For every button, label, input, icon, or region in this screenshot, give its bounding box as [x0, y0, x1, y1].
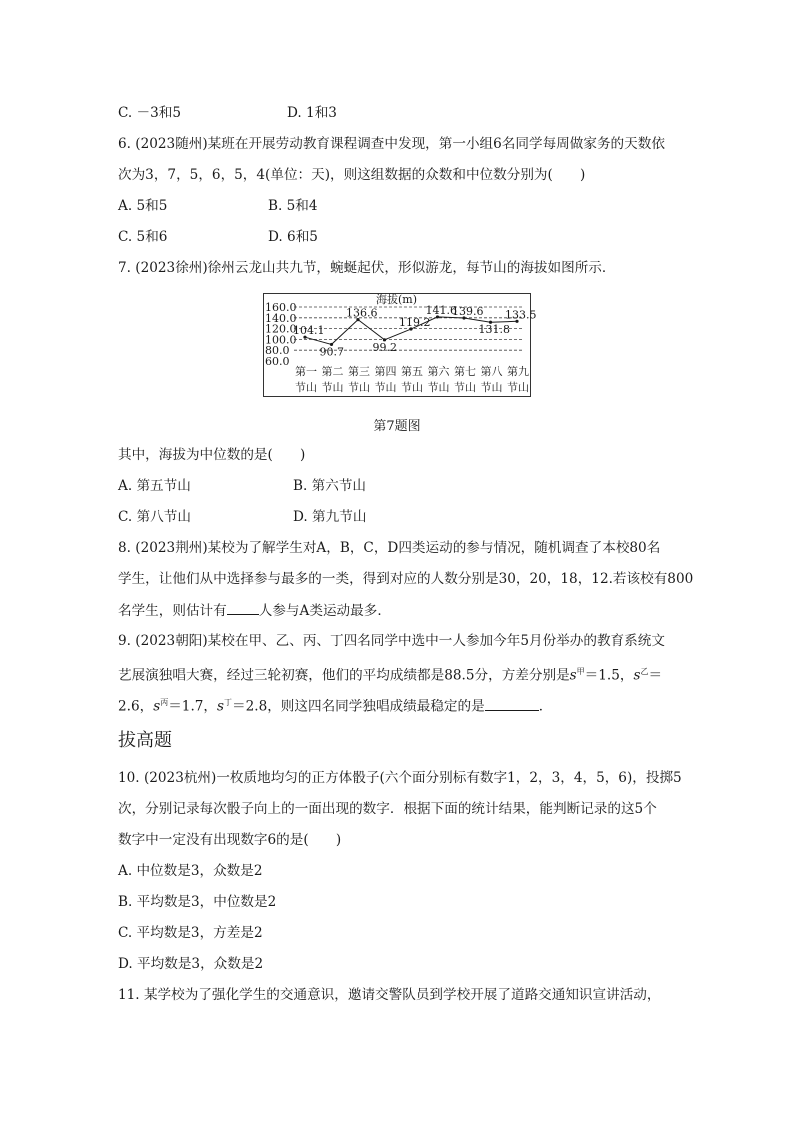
- q10-option-d: D. 平均数是3，众数是2: [118, 956, 264, 972]
- q9-sup-jia: 甲: [576, 667, 585, 676]
- y-tick-label: 140.0: [265, 311, 297, 325]
- q6-option-c: C. 5和6: [118, 229, 168, 245]
- q9-text-3b: ＝1.7，: [168, 698, 218, 715]
- q7-option-b: B. 第六节山: [293, 478, 367, 494]
- y-tick-label: 120.0: [265, 322, 297, 336]
- x-tick-label: 第五: [401, 365, 423, 378]
- q11-stem-line1: 11. 某学校为了强化学生的交通意识，邀请交警队员到学校开展了道路交通知识宣讲活动，: [118, 987, 661, 1003]
- x-tick-label: 节山: [507, 381, 529, 394]
- q9-s-ding: s: [217, 698, 224, 715]
- y-tick-label: 60.0: [265, 355, 290, 368]
- q8-text-a: 名学生，则估计有: [118, 603, 227, 619]
- x-tick-label: 第九: [507, 365, 529, 378]
- y-tick-label: 100.0: [265, 333, 297, 347]
- q9-answer-blank[interactable]: [485, 697, 539, 711]
- data-label: 104.1: [293, 324, 325, 338]
- data-label: 133.5: [505, 308, 537, 322]
- q9-text-3c: ＝2.8，则这四名同学独唱成绩最稳定的是: [232, 698, 485, 715]
- x-tick-label: 节山: [401, 381, 423, 394]
- q9-stem-line2: [118, 663, 662, 685]
- q6-stem-line1: 6. (2023随州)某班在开展劳动教育课程调查中发现，第一小组6名同学每周做家务的天数依: [118, 136, 665, 152]
- x-tick-label: 第六: [427, 365, 450, 378]
- data-label: 131.8: [478, 323, 510, 337]
- q9-s-jia: s: [569, 667, 577, 684]
- x-tick-label: 节山: [295, 381, 317, 394]
- q9-s-bing: s: [153, 698, 161, 715]
- q5-option-d: D. 1和3: [287, 105, 337, 121]
- q7-option-c: C. 第八节山: [118, 509, 191, 525]
- x-tick-label: 第三: [348, 365, 370, 378]
- x-tick-label: 节山: [480, 381, 503, 394]
- x-tick-label: 节山: [348, 381, 370, 394]
- q5-option-c: C. －3和5: [118, 105, 182, 121]
- q8-stem-line2: 学生，让他们从中选择参与最多的一类，得到对应的人数分别是30，20，18，12.若该校有800: [118, 571, 694, 587]
- figure-caption: 第7题图: [373, 419, 421, 434]
- q6-option-a: A. 5和5: [118, 198, 168, 214]
- data-label: 141.6: [425, 303, 457, 317]
- q10-stem-line1: 10. (2023杭州)一枚质地均匀的正方体骰子(六个面分别标有数字1，2，3，4，5，6)，投掷5: [118, 770, 682, 786]
- q9-stem-line1: 9. (2023朝阳)某校在甲、乙、丙、丁四名同学中选中一人参加今年5月份举办的教育系统文: [118, 633, 665, 649]
- q7-option-d: D. 第九节山: [293, 509, 367, 525]
- data-label: 90.7: [319, 345, 344, 359]
- data-label: 99.2: [372, 340, 397, 354]
- altitude-line-chart: [263, 293, 537, 397]
- x-tick-label: 节山: [374, 381, 397, 394]
- q9-sup-bing: 丙: [160, 698, 169, 707]
- data-label: 139.6: [452, 305, 484, 319]
- data-label: 136.6: [346, 306, 378, 320]
- q9-s-yi: s: [633, 667, 641, 684]
- q10-stem-line3: 数字中一定没有出现数字6的是( ): [118, 832, 342, 848]
- q10-option-a: A. 中位数是3，众数是2: [118, 863, 263, 879]
- y-tick-label: 160.0: [265, 301, 297, 314]
- y-tick-label: 80.0: [265, 344, 290, 358]
- q8-text-b: 人参与A类运动最多．: [258, 603, 391, 619]
- q6-option-d: D. 6和5: [268, 229, 318, 245]
- x-tick-label: 第二: [321, 365, 344, 378]
- chart-svg: [264, 293, 537, 398]
- data-label: 119.2: [399, 316, 431, 330]
- x-tick-label: 第八: [480, 365, 503, 378]
- x-tick-label: 第四: [374, 365, 397, 378]
- q7-question: 其中，海拔为中位数的是( ): [118, 447, 306, 463]
- q9-text-2a: 艺展演独唱大赛，经过三轮初赛，他们的平均成绩都是88.5分，方差分别是: [118, 667, 570, 684]
- q10-option-b: B. 平均数是3，中位数是2: [118, 894, 277, 910]
- q7-option-a: A. 第五节山: [118, 478, 191, 494]
- q8-stem-line3: [118, 601, 391, 620]
- q9-text-2c: ＝: [648, 667, 663, 684]
- q9-stem-line3: [118, 694, 552, 716]
- x-tick-label: 节山: [427, 381, 450, 394]
- q9-text-2b: ＝1.5，: [584, 667, 634, 684]
- q8-answer-blank[interactable]: [227, 601, 259, 615]
- q9-sup-ding: 丁: [224, 698, 232, 707]
- q6-stem-line2: 次为3，7，5，6，5，4(单位：天)，则这组数据的众数和中位数分别为( ): [118, 167, 586, 183]
- q7-stem: 7. (2023徐州)徐州云龙山共九节，蜿蜒起伏，形似游龙，每节山的海拔如图所示．: [118, 260, 616, 276]
- x-tick-label: 第七: [454, 365, 476, 378]
- q9-sup-yi: 乙: [640, 667, 649, 676]
- x-tick-label: 第一: [295, 365, 317, 378]
- x-tick-label: 节山: [321, 381, 344, 394]
- x-tick-label: 节山: [454, 381, 476, 394]
- q9-text-3d: ．: [538, 698, 553, 715]
- q10-stem-line2: 次，分别记录每次骰子向上的一面出现的数字．根据下面的统计结果，能判断记录的这5个: [118, 801, 657, 817]
- chart-title: 海拔(m): [376, 293, 418, 306]
- q8-stem-line1: 8. (2023荆州)某校为了解学生对A，B，C，D四类运动的参与情况，随机调查了本校80名: [118, 540, 661, 556]
- q9-text-3a: 2.6，: [118, 698, 154, 715]
- q6-option-b: B. 5和4: [268, 198, 318, 214]
- q10-option-c: C. 平均数是3，方差是2: [118, 925, 263, 941]
- section-title: 拔高题: [118, 730, 172, 751]
